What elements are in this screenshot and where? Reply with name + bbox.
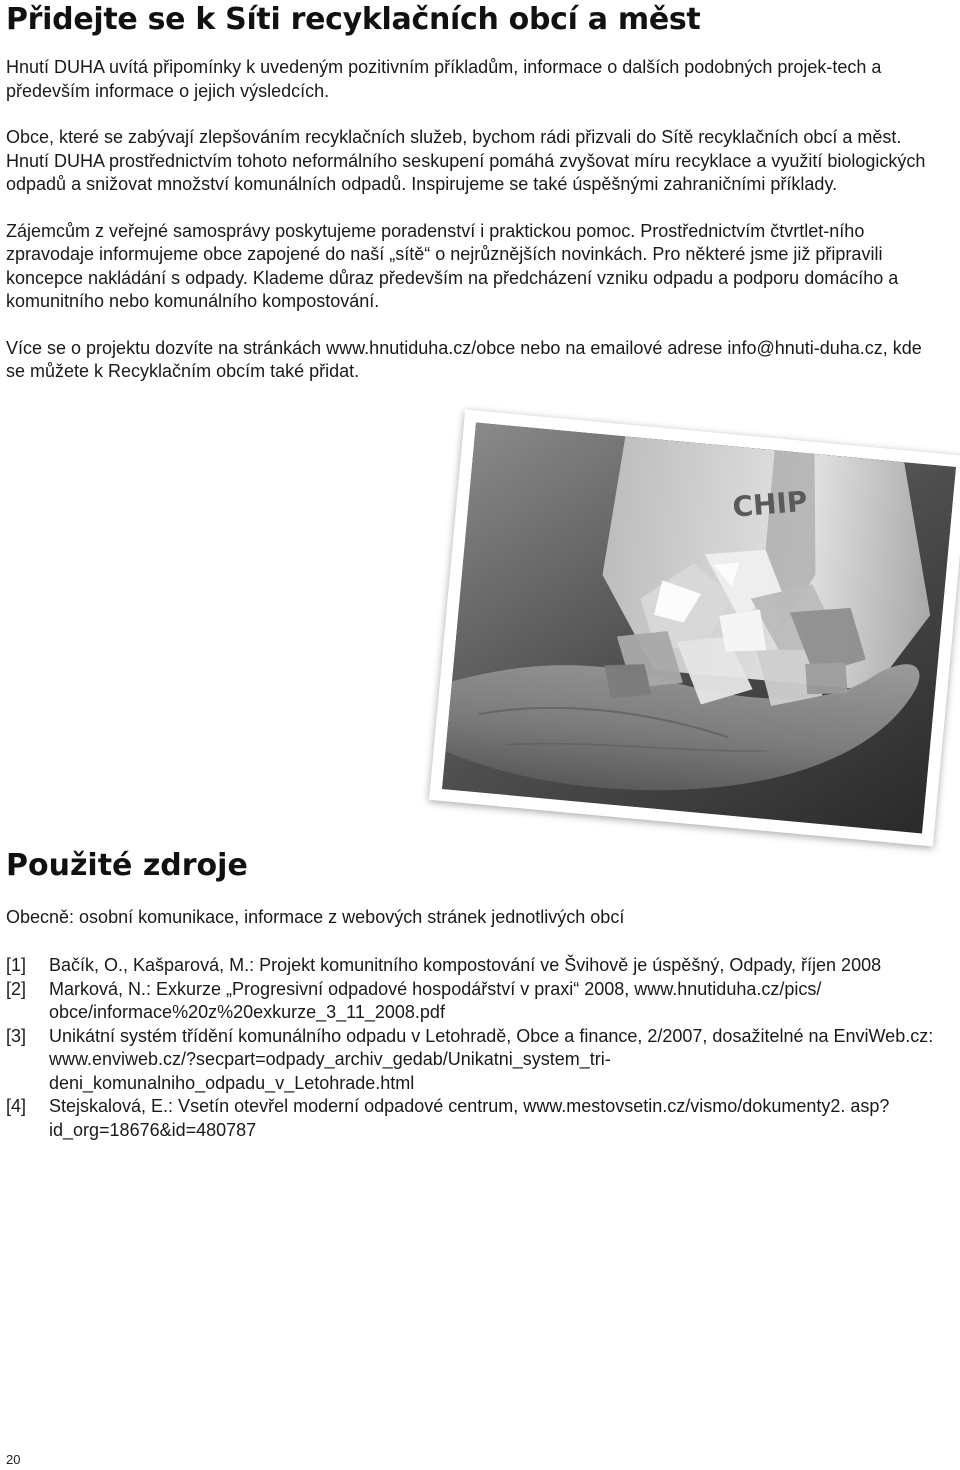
sources-heading: Použité zdroje [6, 848, 248, 883]
shirt-lettering: CHIP [731, 484, 809, 524]
reference-number: [4] [6, 1096, 27, 1116]
reference-number: [3] [6, 1025, 27, 1046]
page-number: 20 [6, 1452, 21, 1467]
photo-image [442, 423, 956, 834]
photo-hand-with-plastic-flakes [429, 409, 960, 846]
page-title: Přidejte se k Síti recyklačních obcí a měst [6, 2, 701, 37]
paragraph: Obce, které se zabývají zlepšováním recyklačních služeb, bychom rádi přizvali do Sítě recyklačních obcí a měst. Hnutí DUHA prostřednictvím tohoto neformálního seskupení pomáhá zvyšovat míru recyklace a využití biologických odpadů a snižovat množství komunálních odpadů. Inspirujeme se také úspěšnými zahraničními příklady. [6, 127, 926, 194]
reference-number: [2] [6, 978, 27, 999]
reference-number: [1] [6, 955, 27, 975]
reference-item [6, 1095, 936, 1142]
paragraph: Hnutí DUHA uvítá připomínky k uvedeným pozitivním příkladům, informace o dalších podobných projek-tech a především informace o jejich výsledcích. [6, 57, 882, 101]
reference-text: Bačík, O., Kašparová, M.: Projekt komunitního kompostování ve Švihově je úspěšný, Odpady, říjen 2008 [49, 955, 882, 975]
reference-text: Stejskalová, E.: Vsetín otevřel moderní odpadové centrum, www.mestovsetin.cz/vismo/dokumenty2. asp?id_org=18676&id=480787 [49, 1096, 890, 1140]
reference-item [6, 978, 936, 1025]
hand-illustration [442, 423, 956, 834]
sources-general: Obecně: osobní komunikace, informace z webových stránek jednotlivých obcí [6, 907, 625, 927]
reference-item [6, 954, 936, 978]
reference-list [6, 954, 936, 1142]
reference-text: Marková, N.: Exkurze „Progresivní odpadové hospodářství v praxi“ 2008, www.hnutiduha.cz/pics/ obce/informace%20z%20exkurze_3_11_2008.pdf [49, 978, 822, 1022]
reference-text: Unikátní systém třídění komunálního odpadu v Letohradě, Obce a finance, 2/2007, dosažitelné na EnviWeb.cz: www.enviweb.cz/?secpart=odpady_archiv_gedab/Unikatni_system_tri-deni_komunalniho_odpadu_v_Letohrade.html [49, 1025, 934, 1093]
intro-text [6, 56, 930, 407]
reference-item [6, 1025, 936, 1096]
paragraph: Zájemcům z veřejné samosprávy poskytujeme poradenství i praktickou pomoc. Prostřednictvím čtvrtlet-ního zpravodaje informujeme obce zapojené do naší „sítě“ o nejrůznějších novinkách. Pro některé jsme již připravili koncepce nakládání s odpady. Klademe důraz především na předcházení vzniku odpadu a podporu domácího a komunitního nebo komunálního kompostování. [6, 220, 899, 311]
paragraph: Více se o projektu dozvíte na stránkách www.hnutiduha.cz/obce nebo na emailové adrese info@hnuti-duha.cz, kde se můžete k Recyklačním obcím také přidat. [6, 337, 922, 381]
